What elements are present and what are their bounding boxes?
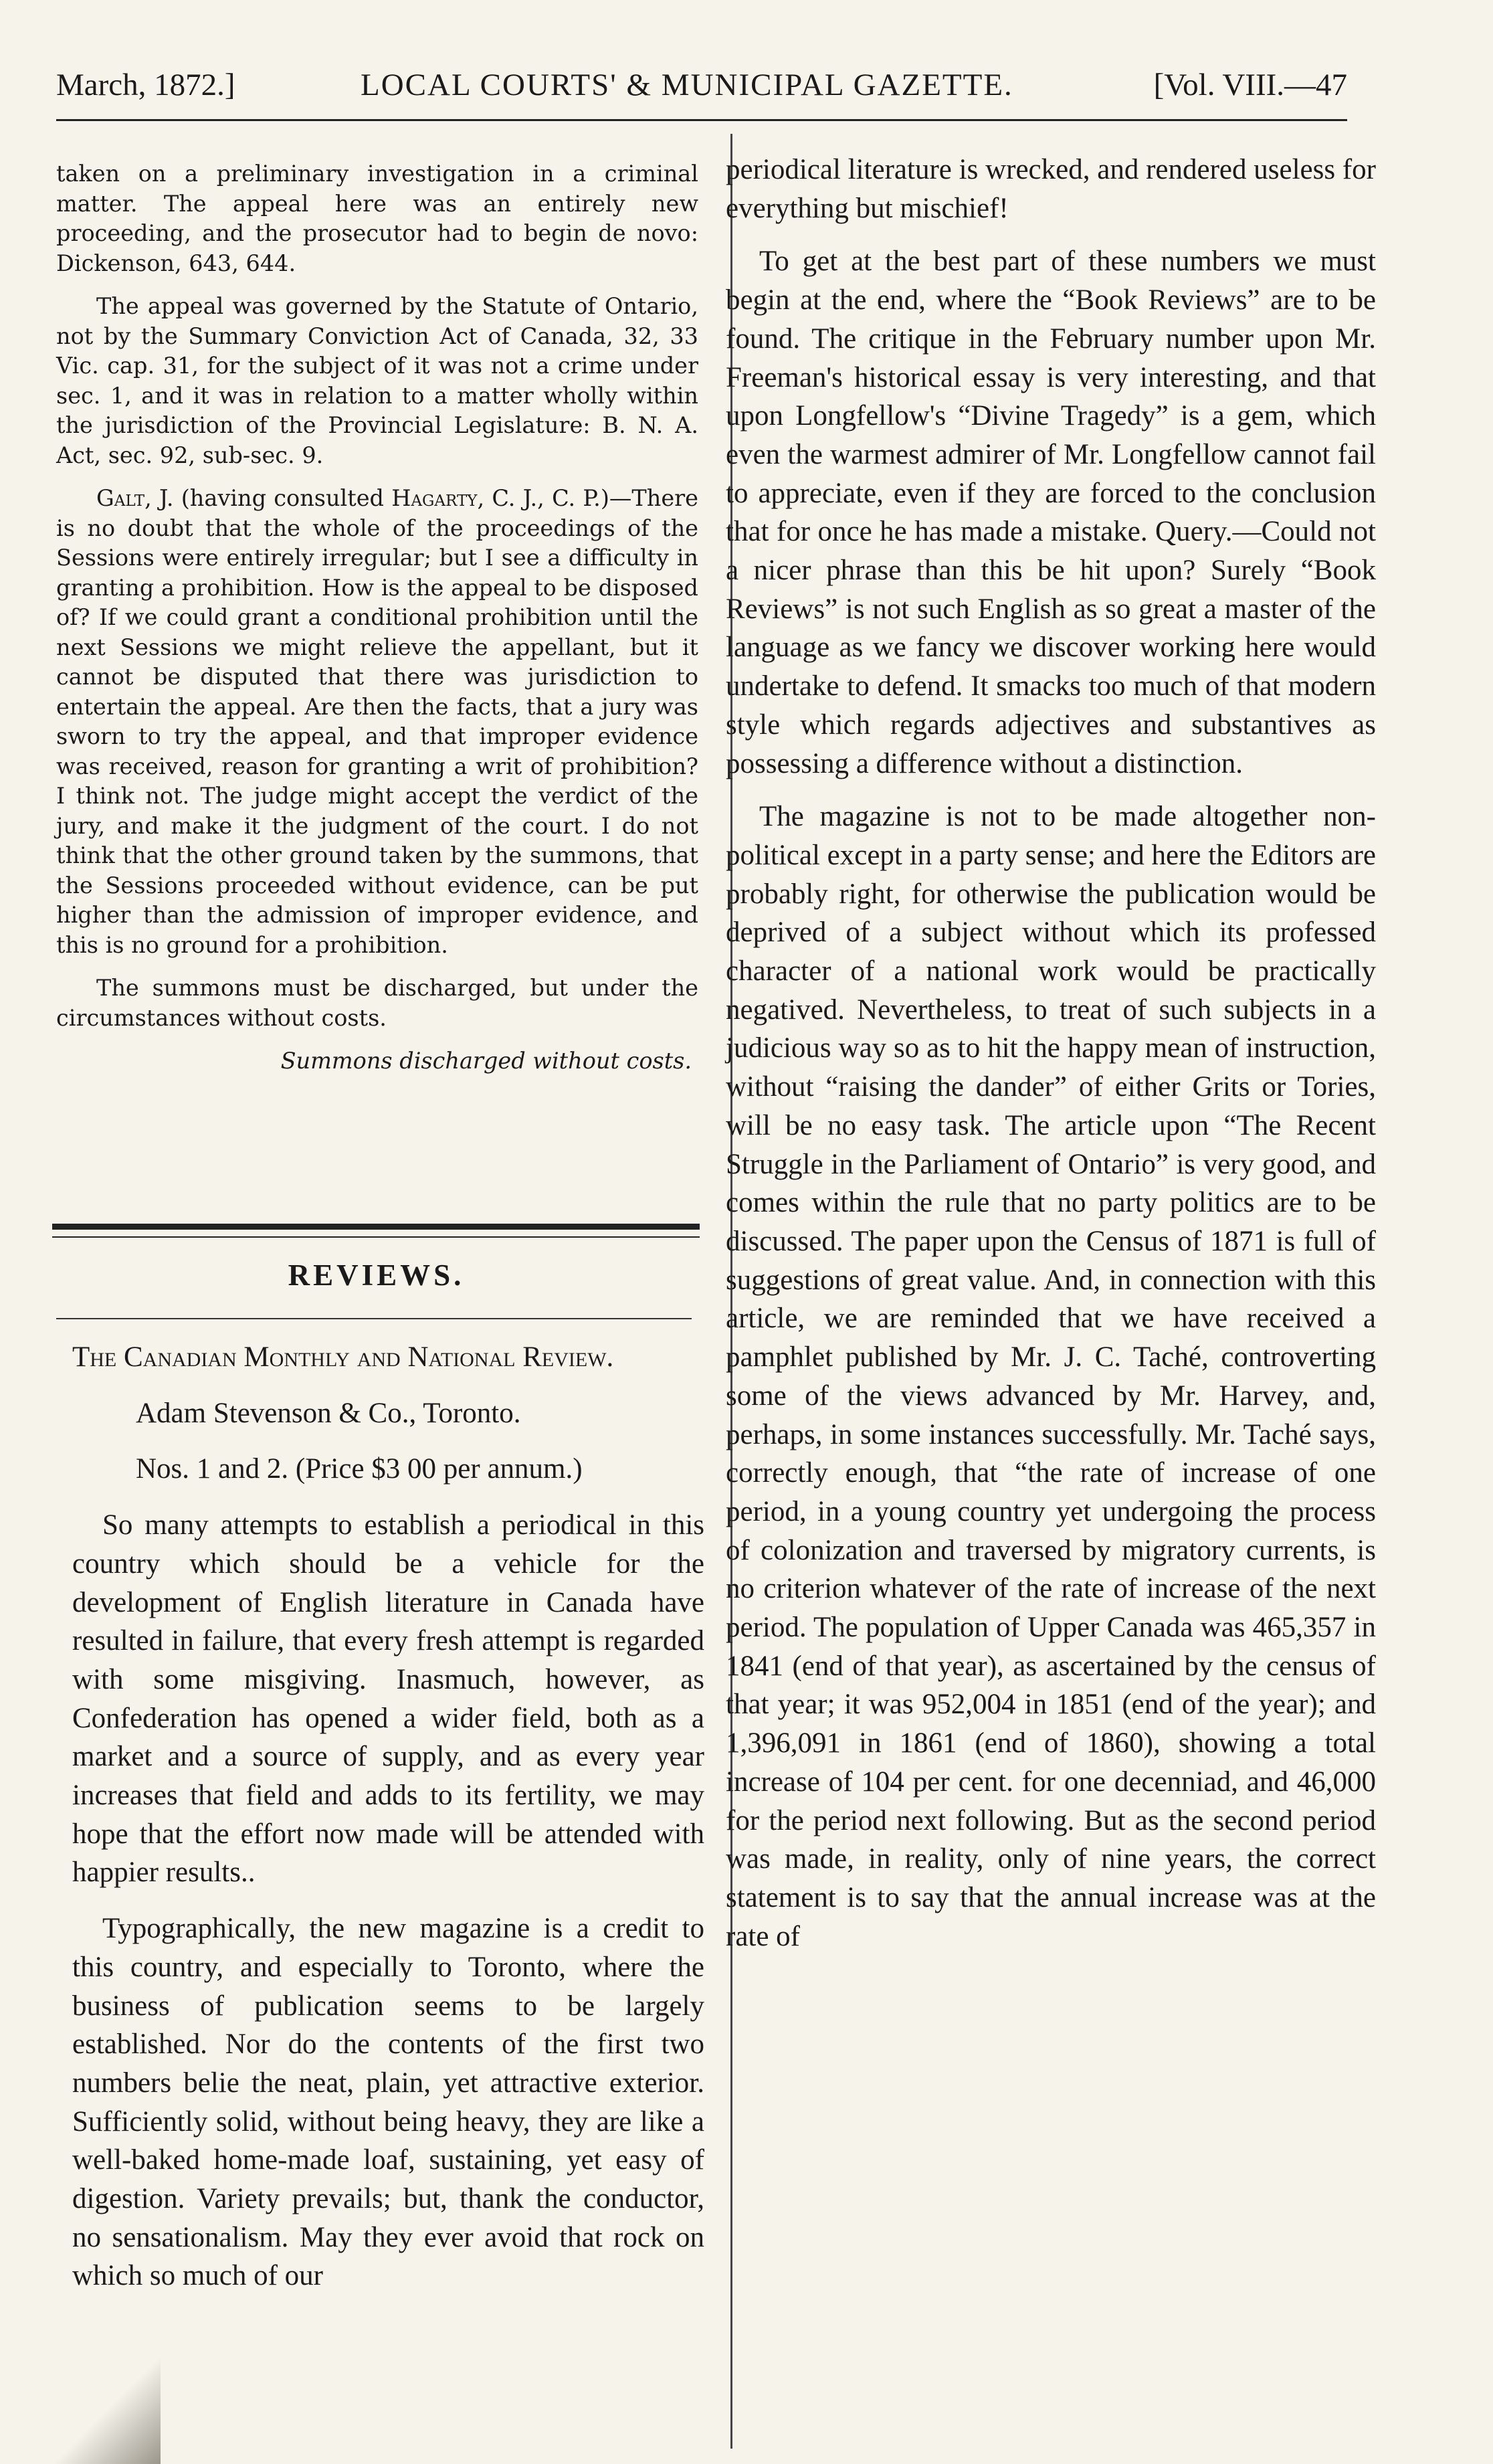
section-rule-thick [52, 1224, 700, 1230]
review-paragraph-2: Typographically, the new magazine is a credit to this country, and especially to Toronto, where the business of publication seems to be largely established. Nor do the contents of the first two numbers belie the neat, plain, yet attractive exterior. Sufficiently solid, without being heavy, they are like a well-baked home-made loaf, sustaining, yet easy of digestion. Variety prevails; but, thank the conductor, no sensationalism. May they ever avoid that rock on which so much of our [72, 1913, 704, 2292]
review-heading-line-2: Adam Stevenson & Co., Toronto. [136, 1397, 521, 1429]
reviews-title-rule [56, 1318, 692, 1319]
judge-name-2: Hagarty, C. J., C. P. [391, 485, 601, 511]
review-paragraph-1: So many attempts to establish a periodical in this country which should be a vehicle for the development of English literature in Canada have resulted in failure, that every fresh attempt is regarded with some misgiving. Inasmuch, however, as Confederation has opened a wider field, both as a market and a source of supply, and as every year increases that field and adds to its fertility, we may hope that the effort now made will be attended with happier results.. [72, 1509, 704, 1889]
page-corner-shadow [0, 2355, 161, 2464]
issue-date: March, 1872.] [56, 68, 235, 102]
review-heading-line-3: Nos. 1 and 2. (Price $3 00 per annum.) [136, 1453, 583, 1485]
case-paragraph-3 [56, 484, 698, 960]
case-paragraph-1: taken on a preliminary investigation in a criminal matter. The appeal here was an entirely new proceeding, and the prosecutor had to begin de novo: Dickenson, 643, 644. [56, 161, 698, 276]
right-paragraph-2: To get at the best part of these numbers we must begin at the end, where the “Book Reviews” are to be found. The critique in the February number upon Mr. Freeman's historical essay is very interesting, and that upon Longfellow's “Divine Tragedy” is a gem, which even the warmest admirer of Mr. Longfellow cannot fail to appreciate, even if they are forced to the conclusion that for once he has made a mistake. Query.—Could not a nicer phrase than this be hit upon? Surely “Book Reviews” is not such English as so great a master of the language as we fancy we discover working here would undertake to defend. It smacks too much of that modern style which regards adjectives and substantives as possessing a difference without a distinction. [726, 246, 1376, 779]
review-heading-line-1: The Canadian Monthly and National Review. [72, 1341, 614, 1373]
judge-name: Galt, J. [96, 485, 174, 511]
left-column-case-report [56, 159, 698, 1090]
section-rule-thin [52, 1236, 700, 1238]
right-paragraph-3: The magazine is not to be made altogether non-political except in a party sense; and here the Editors are probably right, for otherwise the publication would be deprived of a subject without which its professed character of a national work would be practically negatived. Nevertheless, to treat of such subjects in a judicious way so as to hit the happy mean of instruction, without “raising the dander” of either Grits or Tories, will be no easy task. The article upon “The Recent Struggle in the Parliament of Ontario” is very good, and comes within the rule that no party politics are to be discussed. The paper upon the Census of 1871 is full of suggestions of great value. And, in connection with this article, we are reminded that we have received a pamphlet published by Mr. J. C. Taché, controverting some of the views advanced by Mr. Harvey, and, perhaps, in some instances successfully. Mr. Taché says, correctly enough, that “the rate of increase of one period, in a young country yet undergoing the process of colonization and traversed by migratory currents, is no criterion whatever of the rate of increase of the next period. The population of Upper Canada was 465,357 in 1841 (end of that year), as ascertained by the census of that year; it was 952,004 in 1851 (end of the year); and 1,396,091 in 1861 (end of 1860), showing a total increase of 104 per cent. for one decenniad, and 46,000 for the period next following. But as the second period was made, in reality, only of nine years, the correct statement is to say that the annual increase was at the rate of [726, 801, 1376, 1952]
left-column-reviews [72, 1338, 704, 2313]
case-paragraph-2: The appeal was governed by the Statute of Ontario, not by the Summary Conviction Act of Canada, 32, 33 Vic. cap. 31, for the subject of it was not a crime under sec. 1, and it was in relation to a matter wholly within the jurisdiction of the Provincial Legislature: B. N. A. Act, sec. 92, sub-sec. 9. [56, 293, 698, 468]
running-head [56, 67, 1347, 114]
right-paragraph-1: periodical literature is wrecked, and rendered useless for everything but mischief! [726, 154, 1376, 224]
case-paragraph-3-text: )—There is no doubt that the whole of the proceedings of the Sessions were entirely irregular; but I see a difficulty in granting a prohibition. How is the appeal to be disposed of? If we could grant a conditional prohibition until the next Sessions we might relieve the appellant, but it cannot be disputed that there was jurisdiction to entertain the appeal. Are then the facts, that a jury was sworn to try the appeal, and that improper evidence was received, reason for granting a writ of prohibition? I think not. The judge might accept the verdict of the jury, and make it the judgment of the court. I do not think that the other ground taken by the summons, that the Sessions proceeded without evidence, can be put higher than the admission of improper evidence, and this is no ground for a prohibition. [56, 485, 698, 958]
case-paragraph-3-mid: (having consulted [181, 485, 384, 511]
publication-title: LOCAL COURTS' & MUNICIPAL GAZETTE. [361, 68, 1013, 102]
case-paragraph-4: The summons must be discharged, but under the circumstances without costs. [56, 975, 698, 1031]
header-rule [56, 119, 1347, 121]
right-column-reviews-continued [726, 151, 1376, 1970]
review-heading [72, 1338, 704, 1489]
volume-page-number: [Vol. VIII.—47 [1153, 68, 1347, 102]
reviews-section-title: REVIEWS. [288, 1258, 465, 1292]
case-disposition: Summons discharged without costs. [280, 1048, 692, 1074]
